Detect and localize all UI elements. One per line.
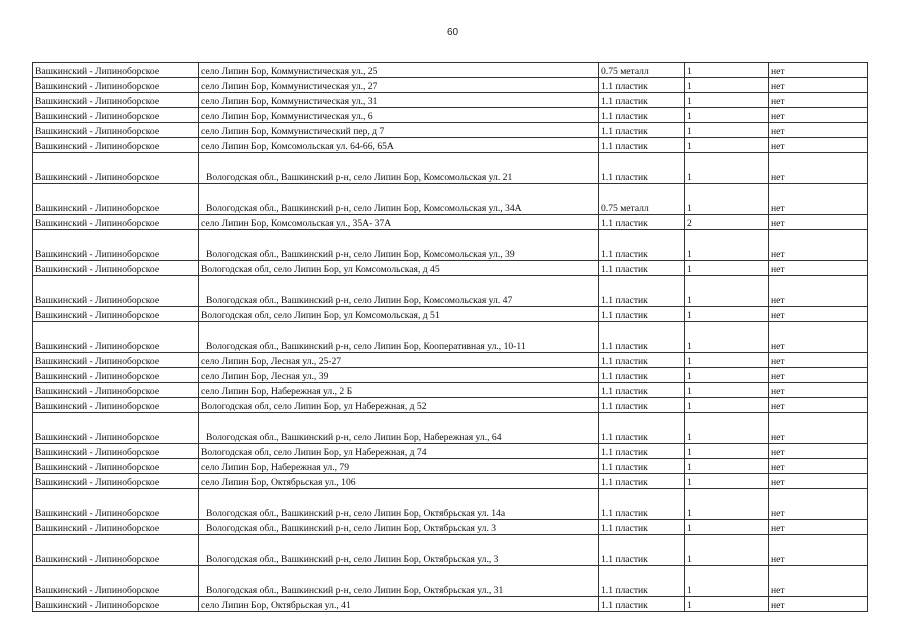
volume-material-cell: 1.1 пластик — [599, 413, 685, 444]
count-cell: 1 — [685, 398, 769, 413]
table-row — [33, 413, 868, 444]
count-cell: 1 — [685, 230, 769, 261]
address-cell: Вологодская обл, село Липин Бор, ул Набережная, д 74 — [199, 444, 599, 459]
volume-material-cell: 1.1 пластик — [599, 368, 685, 383]
area-cell: Вашкинский - Липиноборское — [33, 520, 199, 535]
count-cell: 1 — [685, 322, 769, 353]
address-cell: село Липин Бор, Коммунистическая ул., 6 — [199, 108, 599, 123]
flag-cell: нет — [769, 520, 868, 535]
volume-material-cell: 1.1 пластик — [599, 215, 685, 230]
volume-material-cell: 1.1 пластик — [599, 123, 685, 138]
count-cell: 1 — [685, 63, 769, 78]
address-cell: Вологодская обл, село Липин Бор, ул Набережная, д 52 — [199, 398, 599, 413]
address-cell: село Липин Бор, Набережная ул., 79 — [199, 459, 599, 474]
table-row — [33, 489, 868, 520]
flag-cell: нет — [769, 474, 868, 489]
table-row — [33, 63, 868, 78]
table-row — [33, 383, 868, 398]
flag-cell: нет — [769, 93, 868, 108]
flag-cell: нет — [769, 215, 868, 230]
address-cell: Вологодская обл., Вашкинский р-н, село Липин Бор, Октябрьская ул., 3 — [199, 535, 599, 566]
count-cell: 2 — [685, 215, 769, 230]
count-cell: 1 — [685, 123, 769, 138]
table-row — [33, 93, 868, 108]
flag-cell: нет — [769, 322, 868, 353]
flag-cell: нет — [769, 566, 868, 597]
count-cell: 1 — [685, 383, 769, 398]
area-cell: Вашкинский - Липиноборское — [33, 459, 199, 474]
flag-cell: нет — [769, 597, 868, 612]
area-cell: Вашкинский - Липиноборское — [33, 353, 199, 368]
flag-cell: нет — [769, 153, 868, 184]
count-cell: 1 — [685, 307, 769, 322]
address-cell: село Липин Бор, Комсомольская ул., 35А- 37А — [199, 215, 599, 230]
area-cell: Вашкинский - Липиноборское — [33, 184, 199, 215]
volume-material-cell: 1.1 пластик — [599, 520, 685, 535]
table-row — [33, 78, 868, 93]
area-cell: Вашкинский - Липиноборское — [33, 489, 199, 520]
volume-material-cell: 0.75 металл — [599, 184, 685, 215]
table-row — [33, 459, 868, 474]
address-cell: Вологодская обл., Вашкинский р-н, село Липин Бор, Октябрьская ул., 31 — [199, 566, 599, 597]
count-cell: 1 — [685, 520, 769, 535]
volume-material-cell: 1.1 пластик — [599, 261, 685, 276]
address-cell: село Липин Бор, Коммунистическая ул., 31 — [199, 93, 599, 108]
volume-material-cell: 1.1 пластик — [599, 78, 685, 93]
address-cell: село Липин Бор, Октябрьская ул., 106 — [199, 474, 599, 489]
address-cell: Вологодская обл, село Липин Бор, ул Комсомольская, д 51 — [199, 307, 599, 322]
table-row — [33, 566, 868, 597]
table-row — [33, 307, 868, 322]
address-cell: село Липин Бор, Коммунистическая ул., 27 — [199, 78, 599, 93]
table-row — [33, 535, 868, 566]
area-cell: Вашкинский - Липиноборское — [33, 398, 199, 413]
area-cell: Вашкинский - Липиноборское — [33, 93, 199, 108]
address-cell: Вологодская обл., Вашкинский р-н, село Липин Бор, Набережная ул., 64 — [199, 413, 599, 444]
table-body — [33, 63, 868, 612]
address-cell: Вологодская обл., Вашкинский р-н, село Липин Бор, Комсомольская ул. 21 — [199, 153, 599, 184]
volume-material-cell: 1.1 пластик — [599, 353, 685, 368]
flag-cell: нет — [769, 398, 868, 413]
count-cell: 1 — [685, 138, 769, 153]
area-cell: Вашкинский - Липиноборское — [33, 322, 199, 353]
table-row — [33, 353, 868, 368]
area-cell: Вашкинский - Липиноборское — [33, 108, 199, 123]
address-cell: село Липин Бор, Коммунистическая ул., 25 — [199, 63, 599, 78]
flag-cell: нет — [769, 444, 868, 459]
flag-cell: нет — [769, 230, 868, 261]
volume-material-cell: 1.1 пластик — [599, 535, 685, 566]
volume-material-cell: 1.1 пластик — [599, 93, 685, 108]
table-row — [33, 138, 868, 153]
address-cell: Вологодская обл., Вашкинский р-н, село Липин Бор, Комсомольская ул. 47 — [199, 276, 599, 307]
area-cell: Вашкинский - Липиноборское — [33, 123, 199, 138]
volume-material-cell: 1.1 пластик — [599, 322, 685, 353]
count-cell: 1 — [685, 444, 769, 459]
area-cell: Вашкинский - Липиноборское — [33, 138, 199, 153]
count-cell: 1 — [685, 413, 769, 444]
volume-material-cell: 1.1 пластик — [599, 108, 685, 123]
table-row — [33, 444, 868, 459]
volume-material-cell: 1.1 пластик — [599, 383, 685, 398]
address-cell: село Липин Бор, Лесная ул., 25-27 — [199, 353, 599, 368]
flag-cell: нет — [769, 63, 868, 78]
table-row — [33, 108, 868, 123]
flag-cell: нет — [769, 276, 868, 307]
area-cell: Вашкинский - Липиноборское — [33, 597, 199, 612]
address-cell: Вологодская обл., Вашкинский р-н, село Липин Бор, Кооперативная ул., 10-11 — [199, 322, 599, 353]
table-row — [33, 153, 868, 184]
address-cell: село Липин Бор, Комсомольская ул. 64-66, 65А — [199, 138, 599, 153]
table-row — [33, 184, 868, 215]
count-cell: 1 — [685, 566, 769, 597]
volume-material-cell: 1.1 пластик — [599, 459, 685, 474]
address-cell: село Липин Бор, Лесная ул., 39 — [199, 368, 599, 383]
count-cell: 1 — [685, 474, 769, 489]
address-cell: Вологодская обл, село Липин Бор, ул Комсомольская, д 45 — [199, 261, 599, 276]
count-cell: 1 — [685, 184, 769, 215]
area-cell: Вашкинский - Липиноборское — [33, 307, 199, 322]
count-cell: 1 — [685, 261, 769, 276]
area-cell: Вашкинский - Липиноборское — [33, 413, 199, 444]
count-cell: 1 — [685, 78, 769, 93]
volume-material-cell: 1.1 пластик — [599, 566, 685, 597]
count-cell: 1 — [685, 368, 769, 383]
count-cell: 1 — [685, 353, 769, 368]
volume-material-cell: 1.1 пластик — [599, 138, 685, 153]
table-row — [33, 215, 868, 230]
flag-cell: нет — [769, 261, 868, 276]
flag-cell: нет — [769, 413, 868, 444]
count-cell: 1 — [685, 108, 769, 123]
table-row — [33, 230, 868, 261]
flag-cell: нет — [769, 383, 868, 398]
area-cell: Вашкинский - Липиноборское — [33, 230, 199, 261]
count-cell: 1 — [685, 93, 769, 108]
flag-cell: нет — [769, 108, 868, 123]
volume-material-cell: 1.1 пластик — [599, 230, 685, 261]
area-cell: Вашкинский - Липиноборское — [33, 566, 199, 597]
flag-cell: нет — [769, 184, 868, 215]
volume-material-cell: 1.1 пластик — [599, 489, 685, 520]
flag-cell: нет — [769, 535, 868, 566]
flag-cell: нет — [769, 368, 868, 383]
table-row — [33, 520, 868, 535]
flag-cell: нет — [769, 123, 868, 138]
table-row — [33, 276, 868, 307]
area-cell: Вашкинский - Липиноборское — [33, 535, 199, 566]
volume-material-cell: 0.75 металл — [599, 63, 685, 78]
flag-cell: нет — [769, 459, 868, 474]
area-cell: Вашкинский - Липиноборское — [33, 78, 199, 93]
count-cell: 1 — [685, 276, 769, 307]
count-cell: 1 — [685, 597, 769, 612]
container-sites-table — [32, 62, 868, 612]
volume-material-cell: 1.1 пластик — [599, 276, 685, 307]
count-cell: 1 — [685, 489, 769, 520]
count-cell: 1 — [685, 459, 769, 474]
page-number: 60 — [446, 27, 459, 38]
address-cell: село Липин Бор, Набережная ул., 2 Б — [199, 383, 599, 398]
table-row — [33, 322, 868, 353]
flag-cell: нет — [769, 138, 868, 153]
count-cell: 1 — [685, 153, 769, 184]
flag-cell: нет — [769, 353, 868, 368]
area-cell: Вашкинский - Липиноборское — [33, 261, 199, 276]
count-cell: 1 — [685, 535, 769, 566]
flag-cell: нет — [769, 489, 868, 520]
address-cell: село Липин Бор, Коммунистический пер, д 7 — [199, 123, 599, 138]
address-cell: Вологодская обл., Вашкинский р-н, село Липин Бор, Комсомольская ул., 39 — [199, 230, 599, 261]
table-row — [33, 474, 868, 489]
table-row — [33, 597, 868, 612]
volume-material-cell: 1.1 пластик — [599, 444, 685, 459]
area-cell: Вашкинский - Липиноборское — [33, 153, 199, 184]
address-cell: Вологодская обл., Вашкинский р-н, село Липин Бор, Октябрьская ул. 3 — [199, 520, 599, 535]
address-cell: Вологодская обл., Вашкинский р-н, село Липин Бор, Октябрьская ул. 14а — [199, 489, 599, 520]
address-cell: село Липин Бор, Октябрьская ул., 41 — [199, 597, 599, 612]
flag-cell: нет — [769, 307, 868, 322]
area-cell: Вашкинский - Липиноборское — [33, 63, 199, 78]
address-cell: Вологодская обл., Вашкинский р-н, село Липин Бор, Комсомольская ул., 34А — [199, 184, 599, 215]
table-row — [33, 368, 868, 383]
area-cell: Вашкинский - Липиноборское — [33, 444, 199, 459]
area-cell: Вашкинский - Липиноборское — [33, 215, 199, 230]
volume-material-cell: 1.1 пластик — [599, 597, 685, 612]
volume-material-cell: 1.1 пластик — [599, 398, 685, 413]
area-cell: Вашкинский - Липиноборское — [33, 474, 199, 489]
table-row — [33, 261, 868, 276]
table-row — [33, 398, 868, 413]
volume-material-cell: 1.1 пластик — [599, 153, 685, 184]
volume-material-cell: 1.1 пластик — [599, 474, 685, 489]
area-cell: Вашкинский - Липиноборское — [33, 368, 199, 383]
volume-material-cell: 1.1 пластик — [599, 307, 685, 322]
area-cell: Вашкинский - Липиноборское — [33, 276, 199, 307]
area-cell: Вашкинский - Липиноборское — [33, 383, 199, 398]
flag-cell: нет — [769, 78, 868, 93]
table-row — [33, 123, 868, 138]
